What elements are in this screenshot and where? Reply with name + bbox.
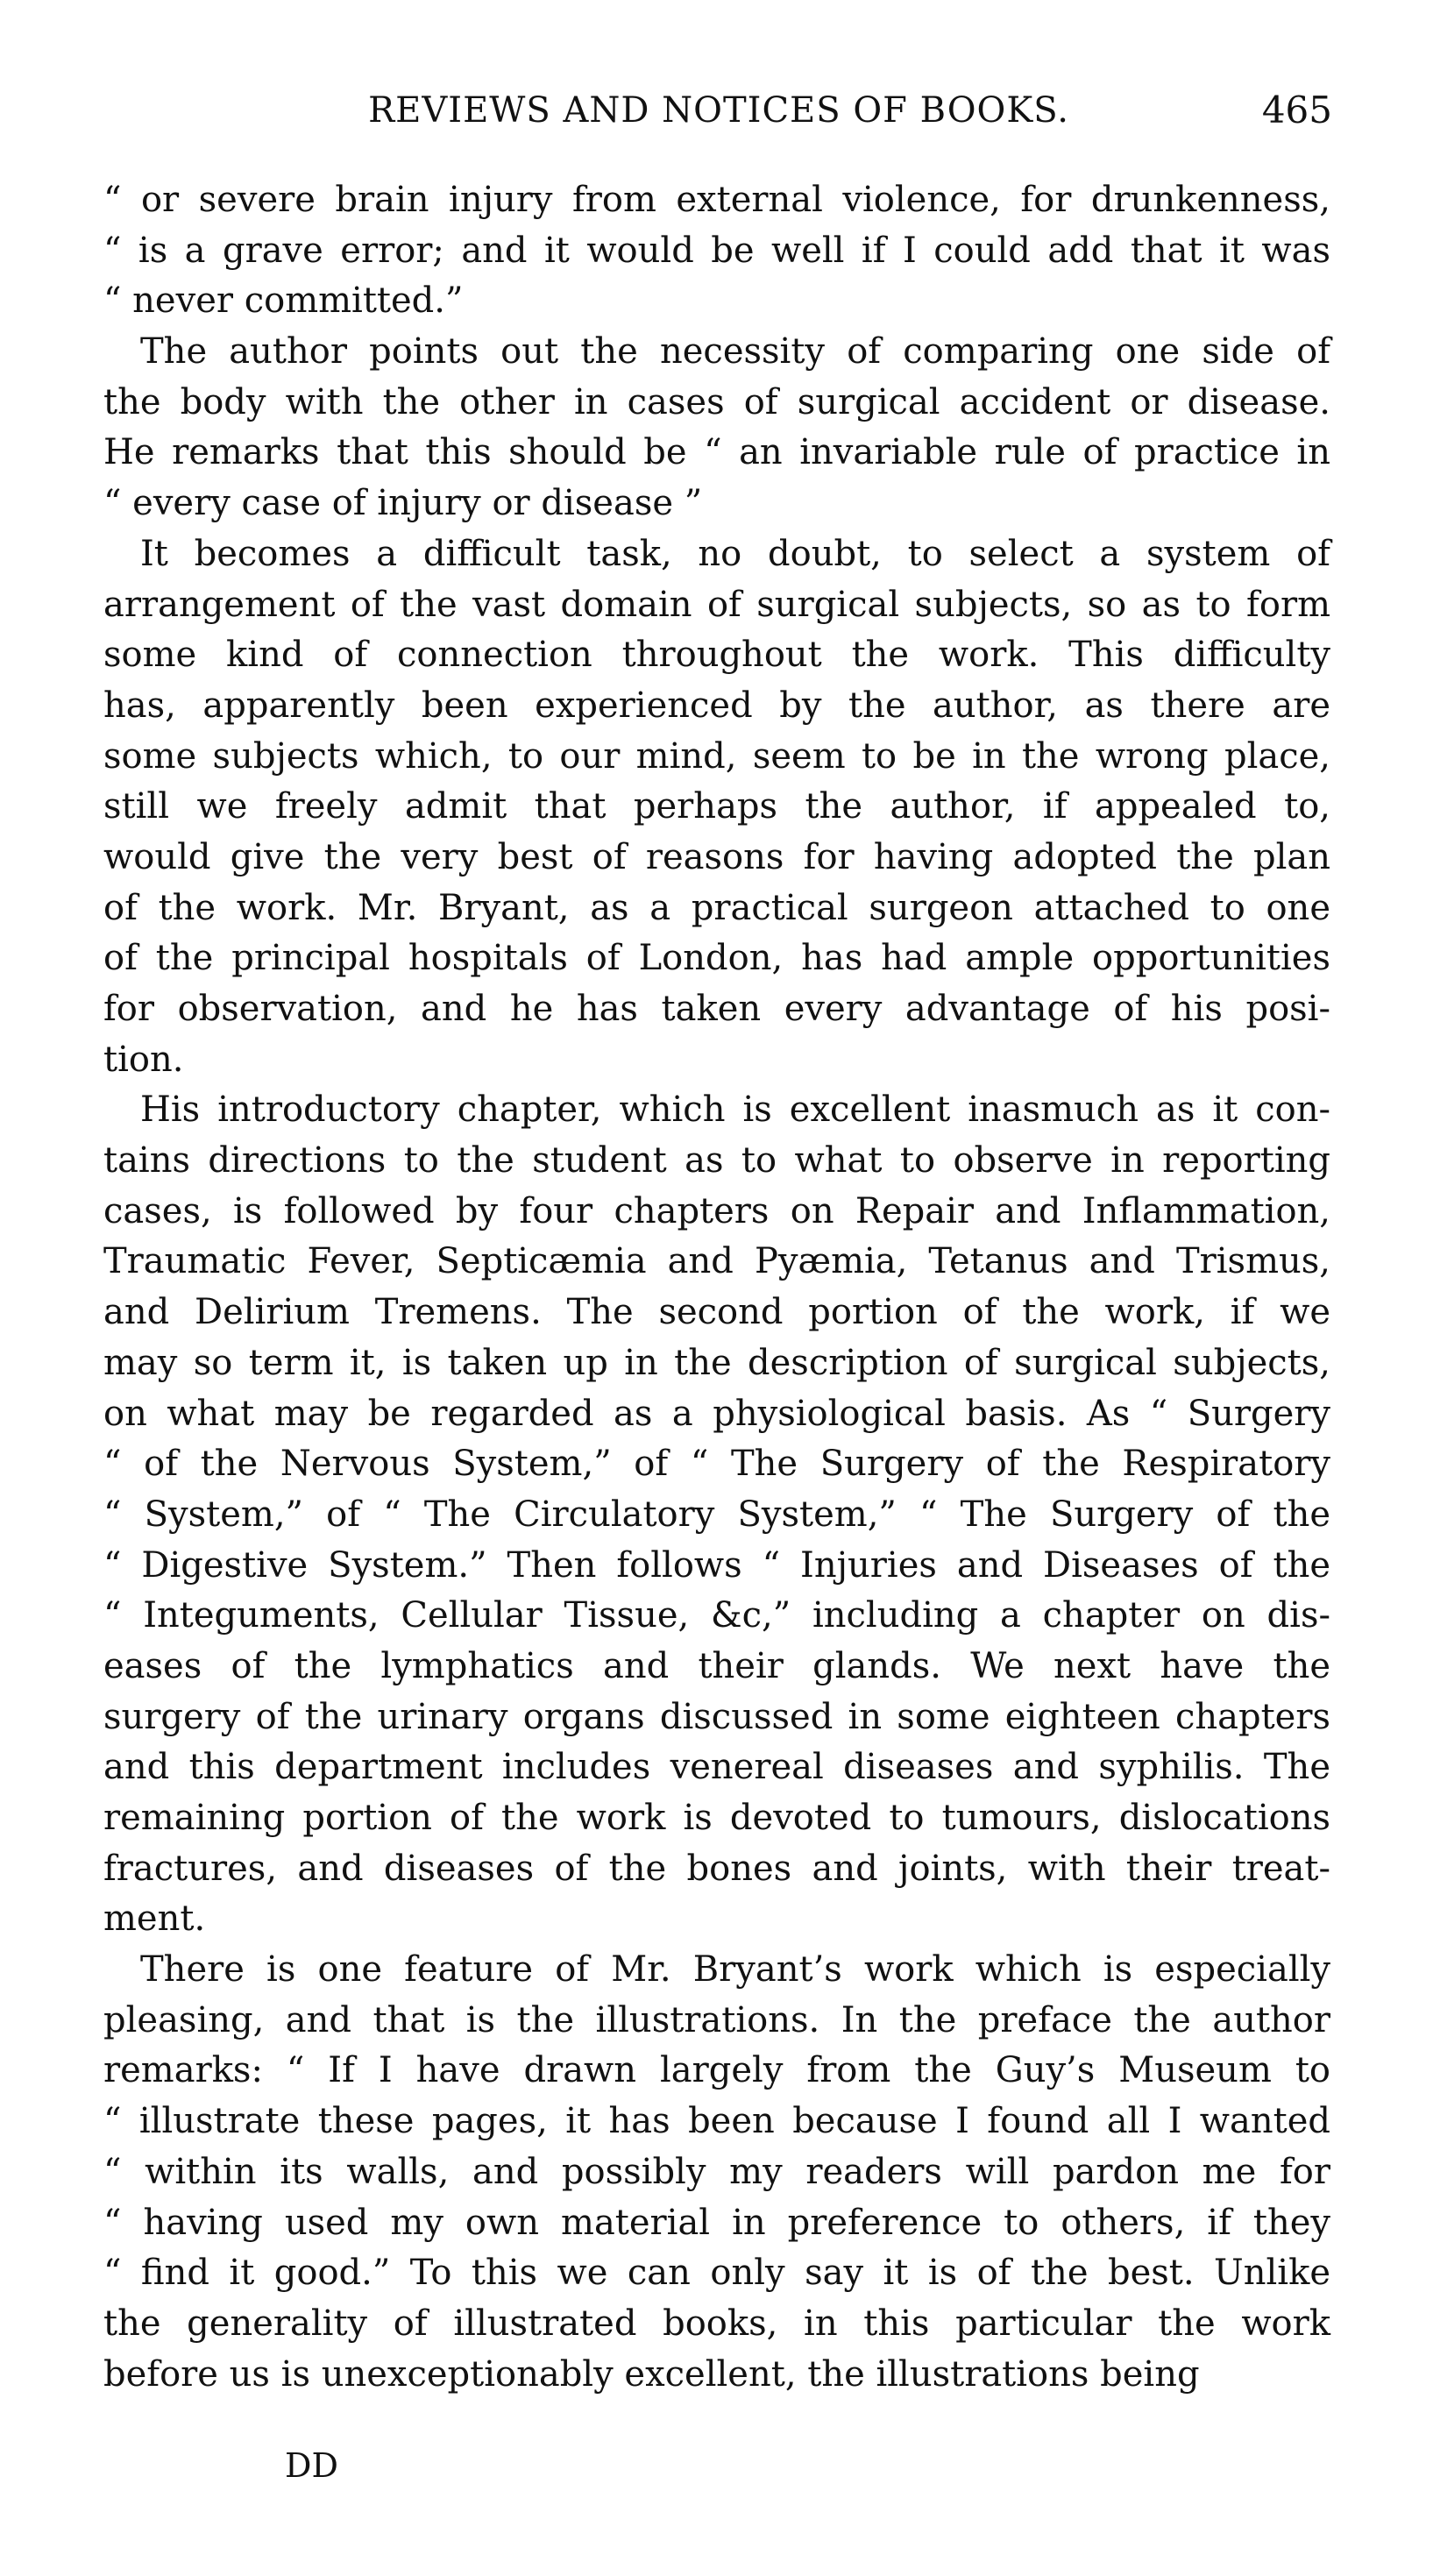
text-line: “ every case of injury or disease ” bbox=[103, 483, 703, 524]
paragraph bbox=[103, 1085, 1330, 1945]
text-line: “ is a grave error; and it would be well if I could add that it was bbox=[103, 230, 1330, 271]
text-line: remaining portion of the work is devoted to tumours, dislocations bbox=[103, 1798, 1330, 1838]
text-line: He remarks that this should be “ an invariable rule of practice in bbox=[103, 432, 1330, 473]
text-line: The author points out the necessity of comparing one side of bbox=[140, 331, 1330, 373]
paragraph bbox=[103, 175, 1330, 327]
text-line: “ Digestive System.” Then follows “ Injuries and Diseases of the bbox=[103, 1544, 1330, 1586]
body-text bbox=[103, 175, 1330, 2400]
text-line: “ or severe brain injury from external violence, for drunkenness, bbox=[103, 180, 1330, 220]
paragraph bbox=[103, 1945, 1330, 2400]
text-line: surgery of the urinary organs discussed in some eighteen chapters bbox=[103, 1696, 1330, 1737]
signature-mark: DD bbox=[285, 2446, 338, 2485]
text-line: arrangement of the vast domain of surgical subjects, so as to form bbox=[103, 584, 1330, 625]
text-line: “ of the Nervous System,” of “ The Surgery of the Respiratory bbox=[103, 1444, 1330, 1485]
text-line: some kind of connection throughout the work. This difficulty bbox=[103, 635, 1330, 676]
text-line: cases, is followed by four chapters on Repair and Inflammation, bbox=[103, 1190, 1330, 1231]
running-head bbox=[105, 84, 1332, 137]
text-line: and this department includes venereal diseases and syphilis. The bbox=[103, 1747, 1330, 1788]
text-line: the body with the other in cases of surgical accident or disease. bbox=[103, 381, 1330, 422]
running-title: REVIEWS AND NOTICES OF BOOKS. bbox=[368, 90, 1069, 131]
page-number: 465 bbox=[1261, 89, 1332, 131]
text-line: fractures, and diseases of the bones and joints, with their treat- bbox=[103, 1848, 1330, 1889]
text-line: “ Integuments, Cellular Tissue, &c,” including a chapter on dis- bbox=[103, 1595, 1330, 1636]
paragraph bbox=[103, 327, 1330, 529]
text-line: It becomes a difficult task, no doubt, to select a system of bbox=[140, 533, 1330, 574]
text-line: ment. bbox=[103, 1898, 206, 1940]
text-line: has, apparently been experienced by the author, as there are bbox=[103, 685, 1330, 726]
text-line: pleasing, and that is the illustrations. In the preface the author bbox=[103, 1999, 1330, 2040]
text-line: before us is unexceptionably excellent, the illustrations being bbox=[103, 2353, 1200, 2395]
text-line: “ having used my own material in preference to others, if they bbox=[103, 2202, 1330, 2243]
text-line: remarks: “ If I have drawn largely from the Guy’s Museum to bbox=[103, 2050, 1330, 2091]
text-line: of the principal hospitals of London, has had ample opportunities bbox=[103, 938, 1330, 979]
text-line: some subjects which, to our mind, seem to be in the wrong place, bbox=[103, 735, 1330, 777]
text-line: “ within its walls, and possibly my readers will pardon me for bbox=[103, 2151, 1330, 2192]
text-line: There is one feature of Mr. Bryant’s work which is especially bbox=[140, 1949, 1330, 1991]
text-line: eases of the lymphatics and their glands. We next have the bbox=[103, 1645, 1330, 1686]
text-line: may so term it, is taken up in the description of surgical subjects, bbox=[103, 1342, 1330, 1383]
text-line: “ illustrate these pages, it has been because I found all I wanted bbox=[103, 2101, 1330, 2142]
text-line: would give the very best of reasons for having adopted the plan bbox=[103, 836, 1330, 877]
text-line: “ never committed.” bbox=[103, 280, 464, 322]
text-line: His introductory chapter, which is excellent inasmuch as it con- bbox=[140, 1089, 1330, 1131]
text-line: the generality of illustrated books, in this particular the work bbox=[103, 2303, 1330, 2344]
paragraph bbox=[103, 529, 1330, 1086]
text-line: still we freely admit that perhaps the author, if appealed to, bbox=[103, 786, 1330, 827]
text-line: of the work. Mr. Bryant, as a practical surgeon attached to one bbox=[103, 887, 1330, 928]
text-line: “ System,” of “ The Circulatory System,” “ The Surgery of the bbox=[103, 1494, 1330, 1535]
text-line: Traumatic Fever, Septicæmia and Pyæmia, Tetanus and Trismus, bbox=[103, 1241, 1330, 1282]
text-line: for observation, and he has taken every advantage of his posi- bbox=[103, 989, 1330, 1029]
text-line: tains directions to the student as to what to observe in reporting bbox=[103, 1140, 1330, 1182]
text-line: tion. bbox=[103, 1039, 184, 1080]
text-line: and Delirium Tremens. The second portion of the work, if we bbox=[103, 1292, 1330, 1333]
text-line: on what may be regarded as a physiological basis. As “ Surgery bbox=[103, 1393, 1330, 1434]
text-line: “ find it good.” To this we can only say it is of the best. Unlike bbox=[103, 2253, 1330, 2294]
